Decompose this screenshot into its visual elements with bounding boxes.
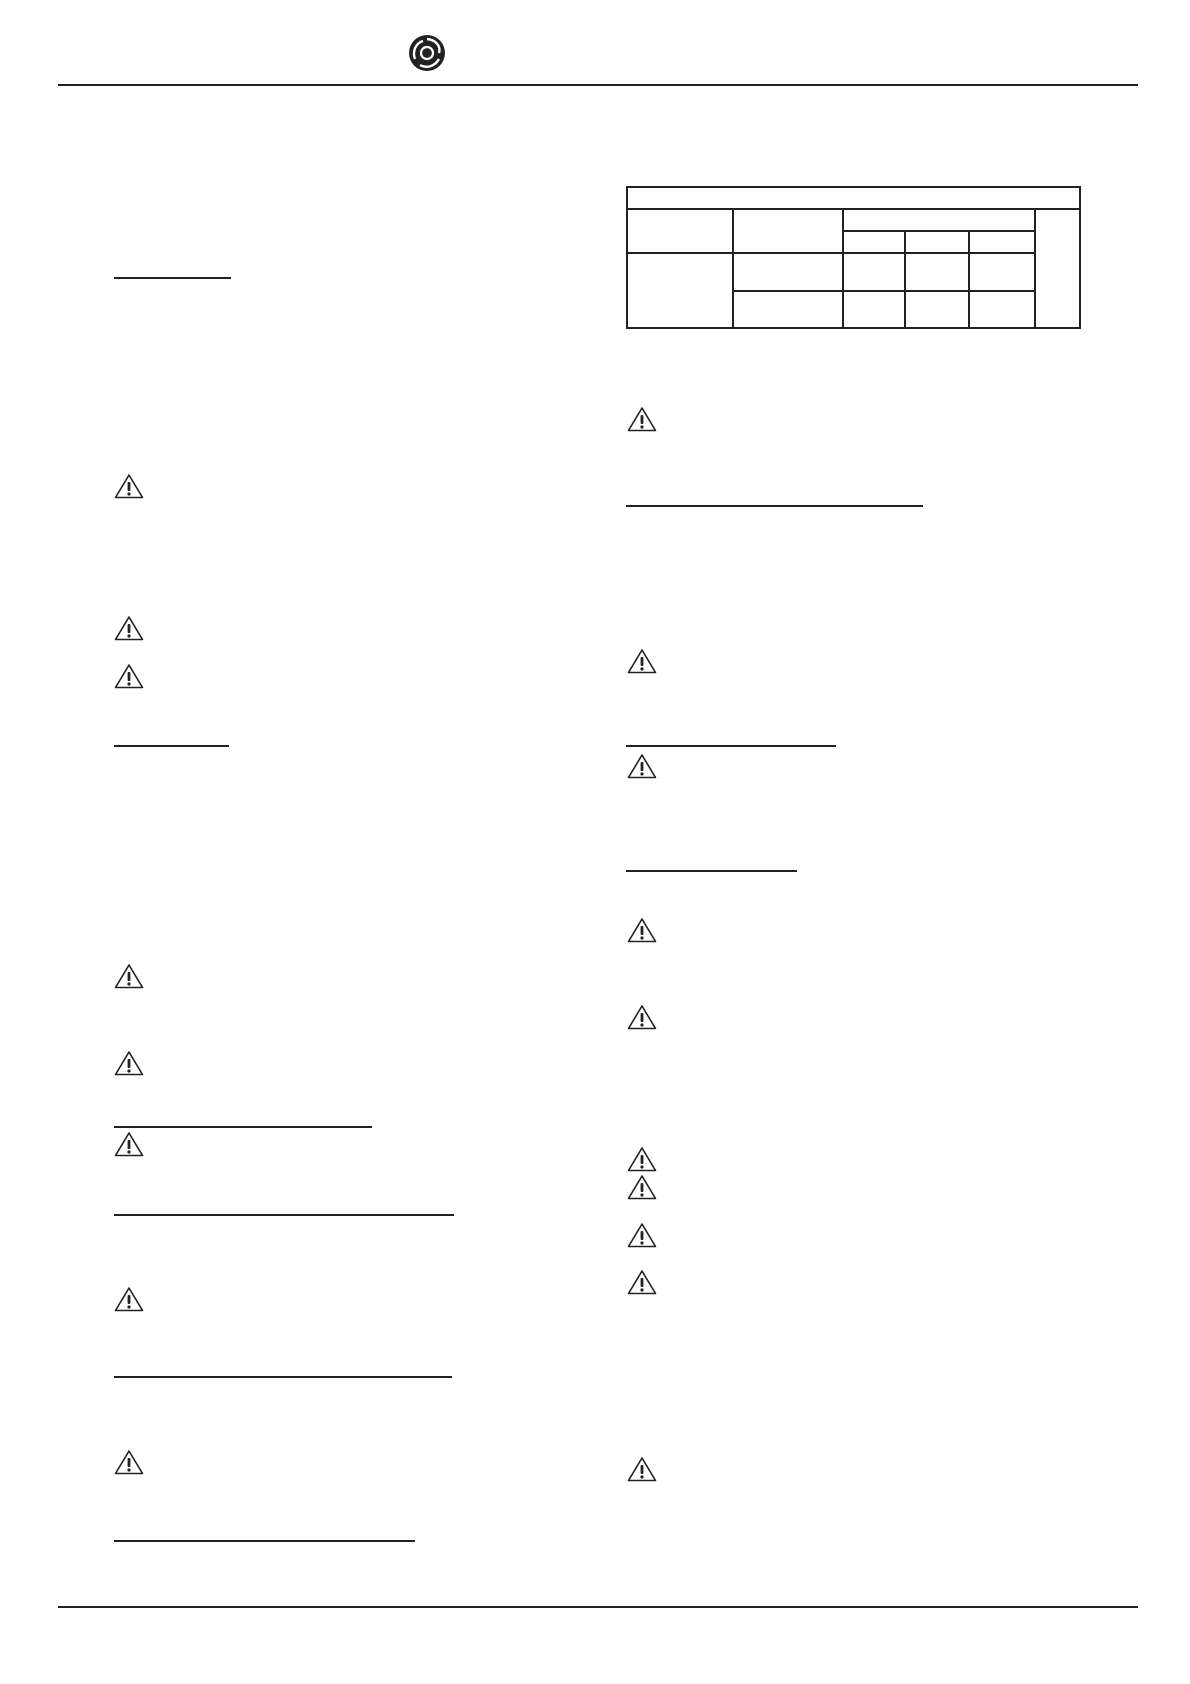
warning-triangle-icon <box>627 1146 657 1172</box>
table-col-divider <box>904 230 906 327</box>
spec-table <box>626 186 1081 329</box>
section-heading-underline <box>626 505 923 507</box>
brand-spiral-logo-icon <box>408 34 446 72</box>
section-heading-underline <box>114 745 229 747</box>
warning-triangle-icon <box>114 963 144 989</box>
footer-rule <box>58 1606 1138 1608</box>
warning-triangle-icon <box>627 1269 657 1295</box>
header-rule <box>58 84 1138 86</box>
warning-triangle-icon <box>627 648 657 674</box>
warning-triangle-icon <box>114 663 144 689</box>
warning-triangle-icon <box>627 753 657 779</box>
warning-triangle-icon <box>627 917 657 943</box>
section-heading-underline <box>114 277 231 279</box>
warning-triangle-icon <box>627 1004 657 1030</box>
warning-triangle-icon <box>114 1131 144 1157</box>
table-col-divider <box>968 230 970 327</box>
table-title-divider <box>628 208 1079 210</box>
table-row-divider <box>732 290 1036 292</box>
warning-triangle-icon <box>627 1222 657 1248</box>
section-heading-underline <box>114 1126 372 1128</box>
table-group-divider <box>842 230 1036 232</box>
section-heading-underline <box>114 1214 454 1216</box>
warning-triangle-icon <box>627 1456 657 1482</box>
table-col-divider <box>842 208 844 327</box>
table-header-divider <box>628 252 1036 254</box>
warning-triangle-icon <box>627 1174 657 1200</box>
warning-triangle-icon <box>114 473 144 499</box>
section-heading-underline <box>626 870 797 872</box>
section-heading-underline <box>626 745 836 747</box>
section-heading-underline <box>114 1376 452 1378</box>
warning-triangle-icon <box>114 1449 144 1475</box>
warning-triangle-icon <box>114 1050 144 1076</box>
warning-triangle-icon <box>114 1286 144 1312</box>
table-col-divider <box>1034 208 1036 327</box>
table-col-divider <box>732 208 734 327</box>
section-heading-underline <box>114 1540 415 1542</box>
warning-triangle-icon <box>627 406 657 432</box>
warning-triangle-icon <box>114 615 144 641</box>
